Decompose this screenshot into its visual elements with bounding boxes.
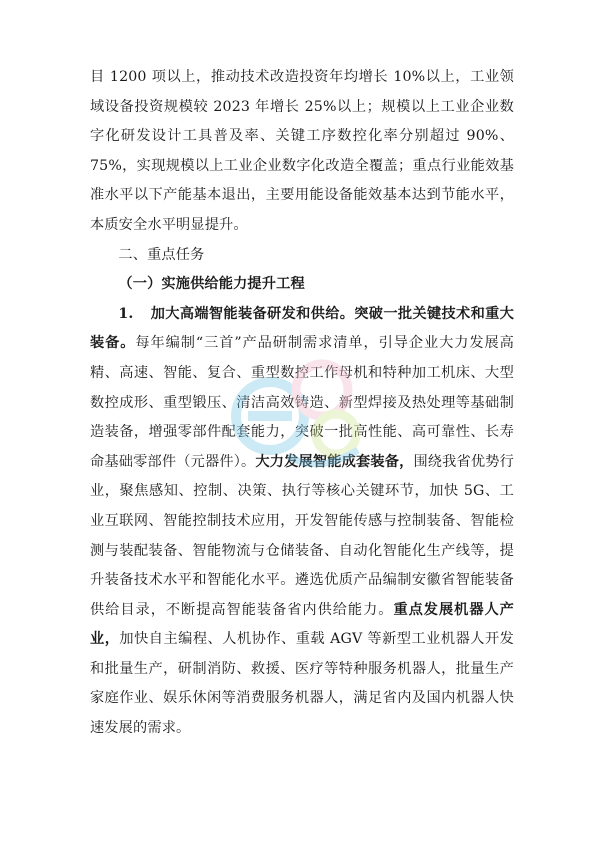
section-heading: 二、重点任务 xyxy=(118,246,205,263)
item-bold-2: 大力发展智能成套装备， xyxy=(255,453,414,470)
document-body xyxy=(90,63,514,744)
item-text-1: 每年编制“三首”产品研制需求清单，引导企业大力发展高精、高速、智能、复合、重型数控工作母机和特种加工机床、大型数控成形、重型锻压、清洁高效铸造、新型焊接及热处理等基础制造装备，增强零部件配套能力，突破一批高性能、高可靠性、长寿命基础零部件（元器件）。 xyxy=(90,335,514,470)
item-text-2: 围绕我省优势行业，聚焦感知、控制、决策、执行等核心关键环节，加快 5G、工业互联网、智能控制技术应用，开发智能传感与控制装备、智能检测与装配装备、智能物流与仓储装备、自动化智能化生产线等，提升装备技术水平和智能化水平。遴选优质产品编制安徽省智能装备供给目录，不断提高智能装备省内供给能力。 xyxy=(90,453,514,618)
item-bold-3: 重点发展机器人产业， xyxy=(90,601,514,648)
paragraph-targets: 目 1200 项以上，推动技术改造投资年均增长 10%以上，工业领域设备投资规模较 2023 年增长 25%以上；规模以上工业企业数字化研发设计工具普及率、关键工序数控化率分别超过 90%、75%，实现规模以上工业企业数字化改造全覆盖；重点行业能效基准水平以下产能基本退出，主要用能设备能效基本达到节能水平，本质安全水平明显提升。 xyxy=(90,69,514,233)
subsection-heading: （一）实施供给能力提升工程 xyxy=(118,276,305,293)
item-number: 1. xyxy=(118,305,134,322)
item-bold-title: 加大高端智能装备研发和供给。突破一批关键技术和重大装备。 xyxy=(90,305,514,352)
paragraph-item-1 xyxy=(90,300,514,744)
item-text-3: 加快自主编程、人机协作、重载 AGV 等新型工业机器人开发和批量生产，研制消防、救援、医疗等特种服务机器人，批量生产家庭作业、娱乐休闲等消费服务机器人，满足省内及国内机器人快速发展的需求。 xyxy=(90,631,514,737)
